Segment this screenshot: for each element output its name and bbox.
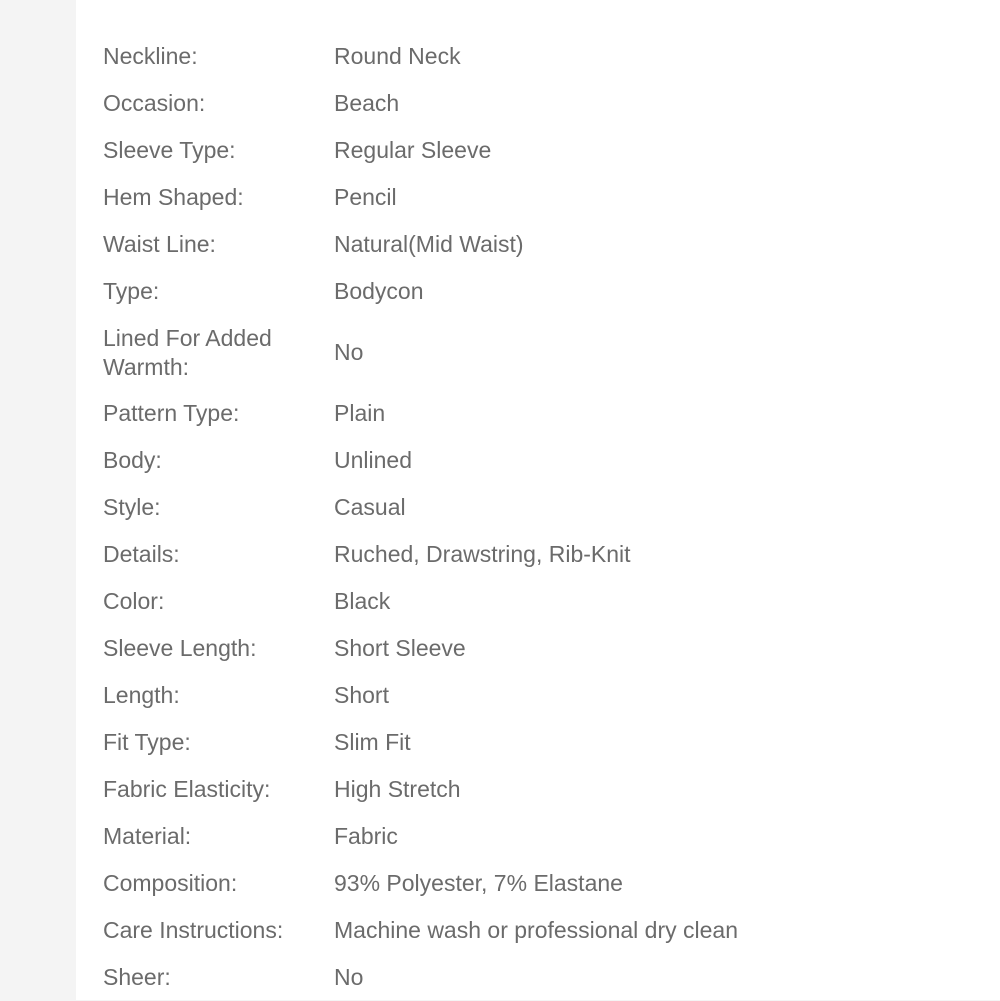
attribute-label: Material: xyxy=(103,823,192,849)
attribute-label: Lined For Added Warmth: xyxy=(103,324,272,380)
attribute-value: 93% Polyester, 7% Elastane xyxy=(334,870,623,896)
attribute-label: Length: xyxy=(103,682,180,708)
attribute-value: Short xyxy=(334,682,389,708)
attribute-value: Unlined xyxy=(334,447,412,473)
attribute-row-length xyxy=(103,672,983,719)
attribute-label: Details: xyxy=(103,541,180,567)
attribute-value: Beach xyxy=(334,90,400,116)
attribute-label: Body: xyxy=(103,447,162,473)
attribute-row-fit-type xyxy=(103,719,983,766)
attribute-label: Sheer: xyxy=(103,964,171,990)
attribute-value: Slim Fit xyxy=(334,729,411,755)
attribute-row-occasion xyxy=(103,80,983,127)
attribute-value: No xyxy=(334,339,364,365)
attribute-value: Short Sleeve xyxy=(334,635,466,661)
attribute-row-lined-for-added-warmth xyxy=(103,315,983,390)
attribute-row-hem-shaped xyxy=(103,174,983,221)
attribute-row-fabric-elasticity xyxy=(103,766,983,813)
attribute-row-neckline xyxy=(103,33,983,80)
attribute-row-sleeve-type xyxy=(103,127,983,174)
attribute-row-body xyxy=(103,437,983,484)
attribute-value: No xyxy=(334,964,364,990)
attribute-row-type xyxy=(103,268,983,315)
attribute-row-composition xyxy=(103,860,983,907)
attribute-row-color xyxy=(103,578,983,625)
attribute-row-sleeve-length xyxy=(103,625,983,672)
attribute-label: Color: xyxy=(103,588,165,614)
attribute-row-pattern-type xyxy=(103,390,983,437)
attribute-value: Bodycon xyxy=(334,278,424,304)
attribute-label: Style: xyxy=(103,494,161,520)
attribute-label: Sleeve Length: xyxy=(103,635,257,661)
attribute-label: Type: xyxy=(103,278,160,304)
attribute-label: Sleeve Type: xyxy=(103,137,236,163)
attribute-value: Casual xyxy=(334,494,406,520)
attribute-label: Hem Shaped: xyxy=(103,184,244,210)
attribute-label: Fabric Elasticity: xyxy=(103,776,271,802)
attribute-value: Pencil xyxy=(334,184,397,210)
attribute-value: Plain xyxy=(334,400,386,426)
attribute-row-details xyxy=(103,531,983,578)
attribute-value: Black xyxy=(334,588,391,614)
attribute-label: Composition: xyxy=(103,870,238,896)
product-attributes-table xyxy=(103,33,983,1001)
attribute-label: Pattern Type: xyxy=(103,400,240,426)
attribute-label: Occasion: xyxy=(103,90,206,116)
attribute-label: Neckline: xyxy=(103,43,198,69)
attribute-label: Waist Line: xyxy=(103,231,216,257)
attribute-value: Round Neck xyxy=(334,43,461,69)
attribute-value: Regular Sleeve xyxy=(334,137,492,163)
attribute-value: Fabric xyxy=(334,823,398,849)
attribute-row-care-instructions xyxy=(103,907,983,954)
attribute-row-style xyxy=(103,484,983,531)
attribute-row-waist-line xyxy=(103,221,983,268)
attribute-label: Care Instructions: xyxy=(103,917,284,943)
product-details-panel xyxy=(76,0,1000,1000)
attribute-label: Fit Type: xyxy=(103,729,191,755)
attribute-value: Ruched, Drawstring, Rib-Knit xyxy=(334,541,631,567)
attribute-row-sheer xyxy=(103,954,983,1001)
attribute-row-material xyxy=(103,813,983,860)
attribute-value: High Stretch xyxy=(334,776,461,802)
attribute-value: Machine wash or professional dry clean xyxy=(334,917,738,943)
attribute-value: Natural(Mid Waist) xyxy=(334,231,524,257)
